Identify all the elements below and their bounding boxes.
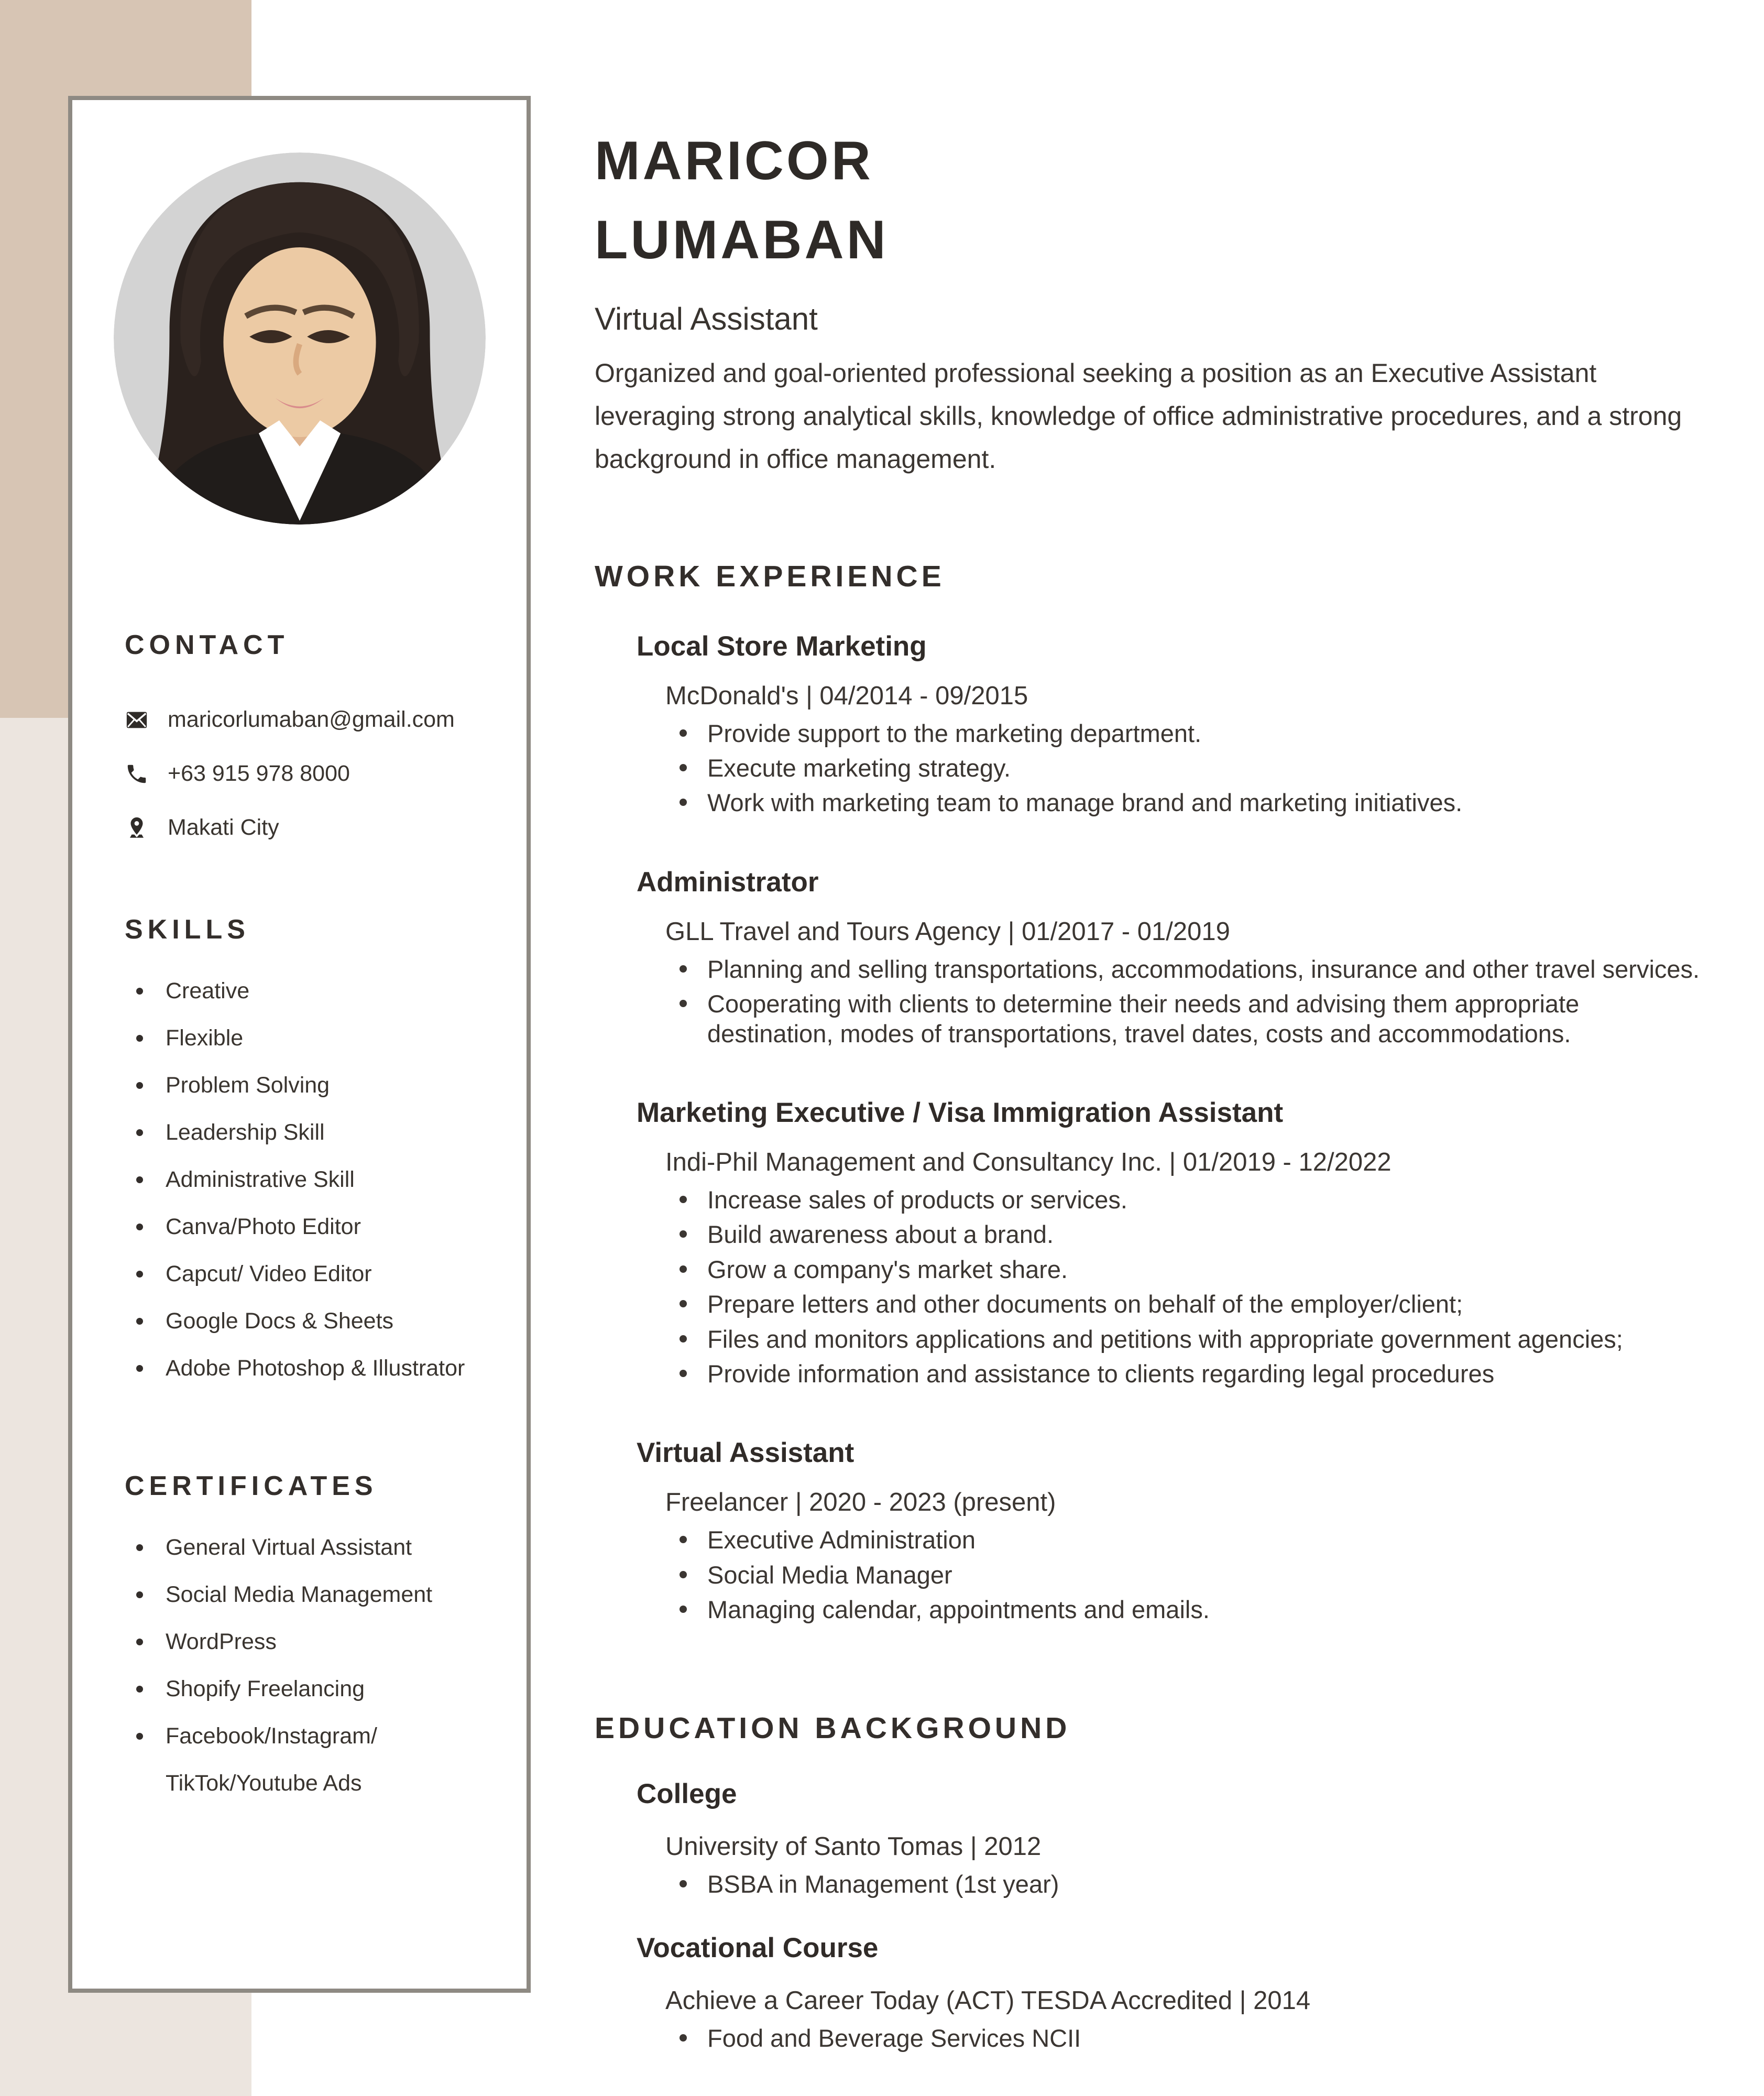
education-bullet: BSBA in Management (1st year) xyxy=(595,1870,1700,1899)
certificate-item: General Virtual Assistant xyxy=(125,1524,495,1571)
person-name xyxy=(595,122,1700,280)
main-column xyxy=(595,122,1700,2053)
job-bullet: Execute marketing strategy. xyxy=(595,754,1700,783)
location-pin-icon xyxy=(125,816,149,840)
profile-summary: Organized and goal-oriented professional seeking a position as an Executive Assistant leveraging strong analytical skills, knowledge of office administrative procedures, and a strong background in office management. xyxy=(595,358,1682,474)
skill-item: Canva/Photo Editor xyxy=(125,1203,495,1250)
work-experience-heading: WORK EXPERIENCE xyxy=(595,559,945,593)
job-title: Administrator xyxy=(637,866,819,898)
certificate-item: Shopify Freelancing xyxy=(125,1665,495,1712)
person-role: Virtual Assistant xyxy=(595,301,818,336)
job-bullet-list xyxy=(595,955,1700,1049)
skill-item: Creative xyxy=(125,967,495,1014)
education-meta: Achieve a Career Today (ACT) TESDA Accredited | 2014 xyxy=(665,1986,1311,2015)
contact-phone: +63 915 978 8000 xyxy=(168,761,350,786)
education-heading: EDUCATION BACKGROUND xyxy=(595,1711,1071,1745)
job-entry-virtual-assistant xyxy=(595,1437,1700,1624)
job-bullet: Build awareness about a brand. xyxy=(595,1220,1700,1249)
job-entry-local-store-marketing xyxy=(595,630,1700,818)
person-name-line1: MARICOR xyxy=(595,130,873,191)
contact-section xyxy=(125,629,495,840)
certificates-section xyxy=(125,1470,495,1807)
job-title: Virtual Assistant xyxy=(637,1437,854,1469)
certificate-item: WordPress xyxy=(125,1618,495,1665)
person-name-line2: LUMABAN xyxy=(595,209,889,270)
skill-item: Capcut/ Video Editor xyxy=(125,1250,495,1297)
profile-photo xyxy=(114,152,486,525)
education-bullet: Food and Beverage Services NCII xyxy=(595,2024,1700,2053)
certificate-item: Social Media Management xyxy=(125,1571,495,1618)
skill-item: Problem Solving xyxy=(125,1062,495,1109)
job-bullet: Prepare letters and other documents on behalf of the employer/client; xyxy=(595,1290,1700,1319)
education-bullet-list xyxy=(595,1870,1700,1899)
job-title: Local Store Marketing xyxy=(637,630,927,662)
education-bullet-list xyxy=(595,2024,1700,2053)
job-bullet-list xyxy=(595,1185,1700,1389)
contact-row-email xyxy=(125,707,495,733)
job-bullet-list xyxy=(595,719,1700,818)
skill-item: Flexible xyxy=(125,1014,495,1062)
job-meta: GLL Travel and Tours Agency | 01/2017 - 01/2019 xyxy=(665,917,1230,946)
contact-location: Makati City xyxy=(168,815,279,840)
job-meta: McDonald's | 04/2014 - 09/2015 xyxy=(665,681,1028,710)
job-bullet: Executive Administration xyxy=(595,1525,1700,1555)
certificates-list xyxy=(125,1524,495,1807)
skill-item: Adobe Photoshop & Illustrator xyxy=(125,1345,495,1392)
phone-icon xyxy=(125,762,149,786)
skills-list xyxy=(125,967,495,1392)
education-level: College xyxy=(637,1778,737,1810)
skill-item: Administrative Skill xyxy=(125,1156,495,1203)
job-bullet: Work with marketing team to manage brand and marketing initiatives. xyxy=(595,788,1700,817)
job-bullet: Grow a company's market share. xyxy=(595,1255,1700,1284)
sidebar-card xyxy=(68,96,531,1993)
education-level: Vocational Course xyxy=(637,1932,879,1963)
job-bullet-list xyxy=(595,1525,1700,1624)
job-title: Marketing Executive / Visa Immigration Assistant xyxy=(637,1097,1284,1128)
education-entry-college xyxy=(595,1778,1700,1899)
job-entry-administrator xyxy=(595,866,1700,1049)
contact-heading: CONTACT xyxy=(125,630,289,660)
envelope-icon xyxy=(125,708,149,732)
skills-heading: SKILLS xyxy=(125,914,250,945)
certificates-heading: CERTIFICATES xyxy=(125,1471,378,1501)
job-bullet: Planning and selling transportations, accommodations, insurance and other travel services. xyxy=(595,955,1700,984)
education-entry-vocational xyxy=(595,1932,1700,2053)
job-bullet: Files and monitors applications and petitions with appropriate government agencies; xyxy=(595,1325,1700,1354)
skills-section xyxy=(125,914,495,1392)
job-meta: Freelancer | 2020 - 2023 (present) xyxy=(665,1488,1056,1517)
job-bullet: Provide support to the marketing department. xyxy=(595,719,1700,748)
education-meta: University of Santo Tomas | 2012 xyxy=(665,1832,1042,1861)
job-bullet: Managing calendar, appointments and emails. xyxy=(595,1595,1700,1624)
job-entry-marketing-executive xyxy=(595,1097,1700,1389)
job-bullet: Increase sales of products or services. xyxy=(595,1185,1700,1215)
skill-item: Leadership Skill xyxy=(125,1109,495,1156)
contact-row-phone xyxy=(125,761,495,787)
job-bullet: Cooperating with clients to determine their needs and advising them appropriate destination, modes of transportations, travel dates, costs and accommodations. xyxy=(595,989,1700,1049)
contact-row-location xyxy=(125,815,495,840)
certificate-item: Facebook/Instagram/ TikTok/Youtube Ads xyxy=(125,1712,495,1807)
job-bullet: Provide information and assistance to clients regarding legal procedures xyxy=(595,1359,1700,1389)
contact-email: maricorlumaban@gmail.com xyxy=(168,707,455,732)
skill-item: Google Docs & Sheets xyxy=(125,1297,495,1345)
job-bullet: Social Media Manager xyxy=(595,1560,1700,1590)
job-meta: Indi-Phil Management and Consultancy Inc. | 01/2019 - 12/2022 xyxy=(665,1148,1392,1176)
